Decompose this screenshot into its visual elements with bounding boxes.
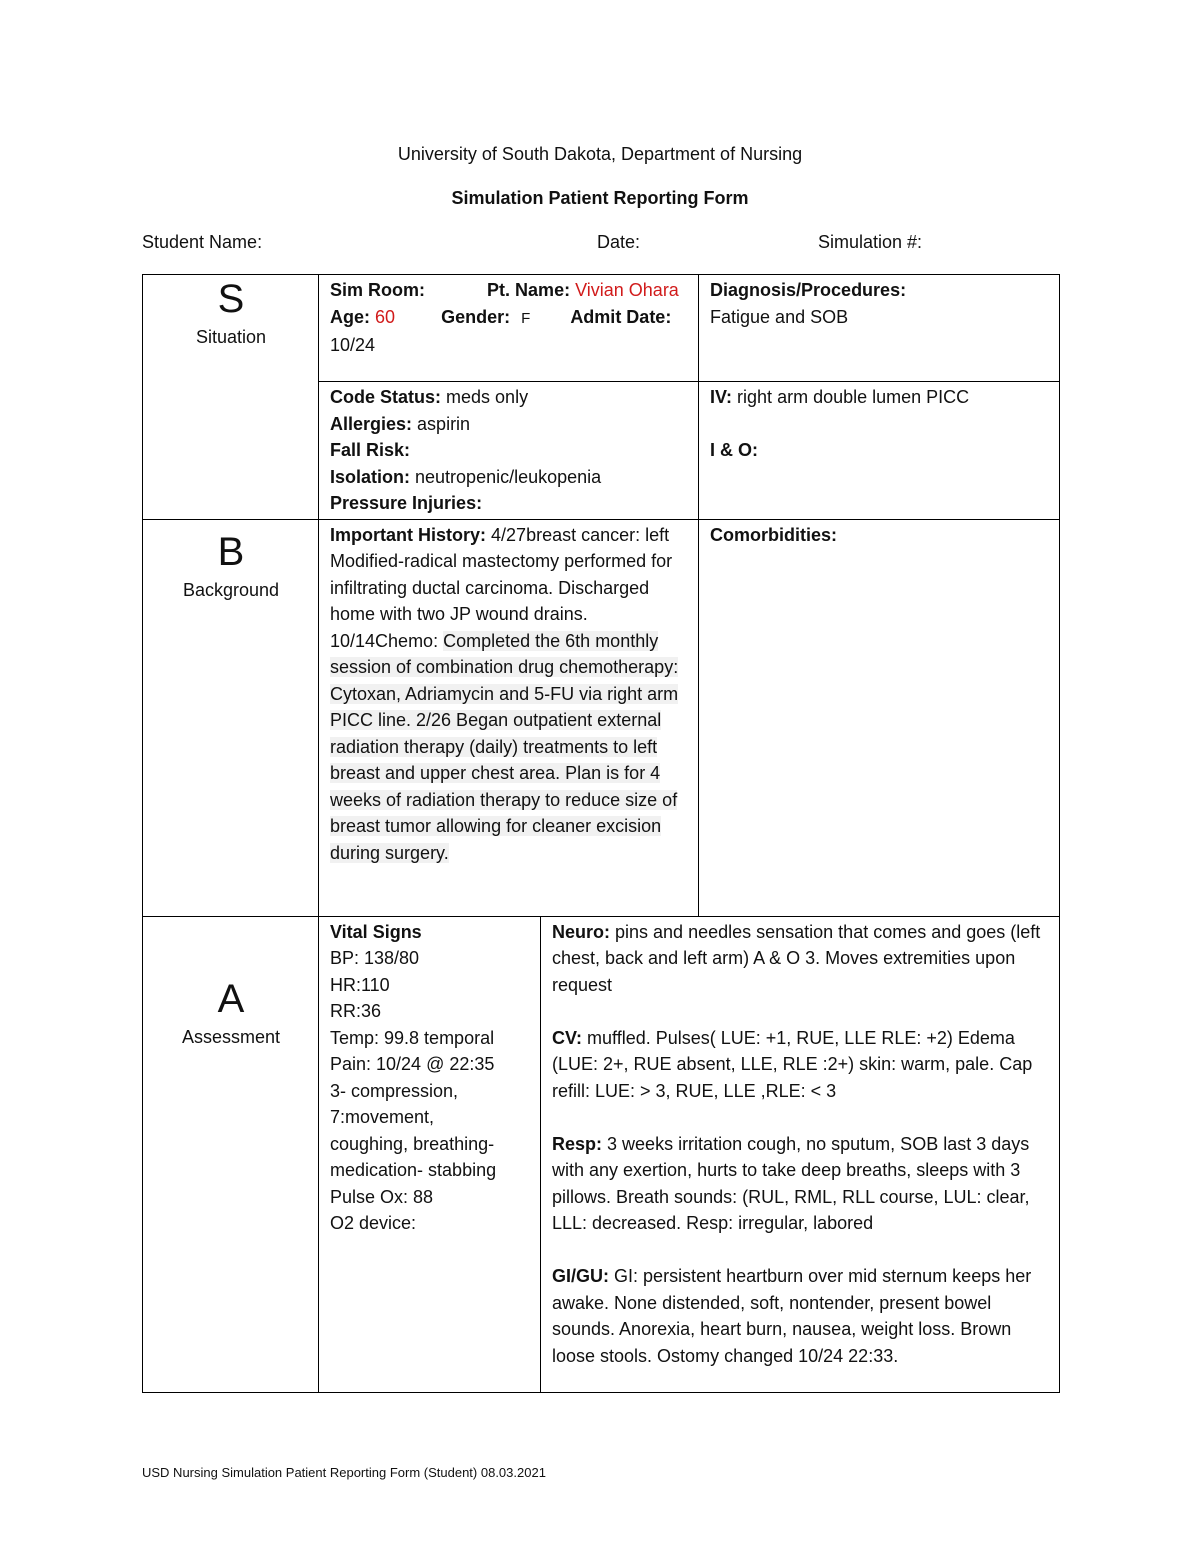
iv-value: right arm double lumen PICC	[737, 387, 970, 407]
code-status-label: Code Status:	[330, 387, 442, 407]
resp-section	[552, 1131, 1049, 1237]
fall-risk-label: Fall Risk:	[330, 440, 411, 460]
code-status-cell	[319, 382, 699, 520]
vital-sign-line: BP: 138/80	[330, 948, 420, 968]
intake-output-label: I & O:	[710, 440, 759, 460]
university-heading: University of South Dakota, Department of Nursing	[397, 144, 803, 164]
simulation-number-label: Simulation #:	[818, 232, 923, 252]
sbar-table	[142, 274, 1060, 1393]
gi-gu-section	[552, 1263, 1049, 1369]
footer-text: USD Nursing Simulation Patient Reporting Form (Student) 08.03.2021	[142, 1465, 546, 1480]
diagnosis-value: Fatigue and SOB	[710, 306, 849, 327]
student-name-label: Student Name:	[142, 232, 263, 252]
admit-date: 10/24	[330, 335, 376, 355]
vital-sign-line: Pulse Ox: 88	[330, 1186, 434, 1207]
gi-inner-label: GI:	[614, 1266, 639, 1286]
vital-signs-title: Vital Signs	[330, 921, 422, 942]
neuro-section	[552, 919, 1049, 999]
isolation-label: Isolation:	[330, 466, 410, 487]
important-history-label: Important History:	[330, 524, 487, 545]
allergies-label: Allergies:	[330, 413, 413, 434]
situation-label: Situation	[195, 327, 267, 347]
neuro-label: Neuro:	[552, 921, 610, 942]
vital-sign-line: O2 device:	[330, 1213, 417, 1233]
diagnosis-label: Diagnosis/Procedures:	[710, 280, 907, 300]
vital-sign-line: medication- stabbing	[330, 1160, 497, 1180]
chemo-radiation-history-text: Completed the 6th monthly session of combination drug chemotherapy: Cytoxan, Adriamycin and 5-FU via right arm PICC line. 2/26 Began outpatient external radiation therapy (daily) treatments to left breast and upper chest area. Plan is for 4 weeks of radiation therapy to reduce size of breast tumor allowing for cleaner excision during surgery.	[330, 630, 679, 863]
code-status-value: meds only	[446, 387, 529, 407]
vital-sign-line: Temp: 99.8 temporal	[330, 1027, 495, 1048]
comorbidities-label: Comorbidities:	[710, 524, 838, 545]
pt-name-label: Pt. Name:	[487, 280, 571, 300]
patient-info-cell	[319, 275, 699, 382]
cv-text: muffled. Pulses( LUE: +1, RUE, LLE RLE: +2) Edema (LUE: 2+, RUE absent, LLE, RLE :2+) skin: warm, pale. Cap refill: LUE: > 3, RUE, LLE ,RLE: < 3	[552, 1027, 1033, 1101]
patient-age: 60	[375, 306, 396, 327]
date-label: Date:	[597, 232, 641, 252]
important-history-text: 4/27breast cancer: left Modified-radical mastectomy performed for infiltrating ductal carcinoma. Discharged home with two JP wound drains. 10/14Chemo:	[330, 524, 673, 651]
vital-sign-line: 7:movement,	[330, 1107, 435, 1127]
history-cell	[319, 519, 699, 916]
comorbidities-cell	[699, 519, 1060, 916]
isolation-value: neutropenic/leukopenia	[415, 466, 602, 487]
background-letter: B	[217, 529, 245, 574]
patient-name: Vivian Ohara	[575, 280, 679, 300]
age-label: Age:	[330, 306, 370, 327]
cv-label: CV:	[552, 1027, 583, 1048]
situation-letter: S	[217, 277, 245, 321]
resp-text: 3 weeks irritation cough, no sputum, SOB last 3 days with any exertion, hurts to take deep breaths, sleeps with 3 pillows. Breath sounds: (RUL, RML, RLL course, LUL: clear, LLL: decreased. Resp: irregular, labored	[552, 1133, 1030, 1233]
background-label: Background	[182, 579, 280, 600]
systems-assessment-cell	[541, 916, 1060, 1392]
vital-sign-line: 3- compression,	[330, 1080, 459, 1101]
resp-label: Resp:	[552, 1133, 603, 1154]
assessment-letter: A	[217, 976, 245, 1021]
background-letter-cell	[143, 519, 319, 916]
diagnosis-cell	[699, 275, 1060, 382]
vital-sign-line: Pain: 10/24 @ 22:35	[330, 1054, 495, 1074]
allergies-value: aspirin	[417, 413, 471, 434]
cv-section	[552, 1025, 1049, 1105]
assessment-label: Assessment	[181, 1026, 281, 1047]
gender-label: Gender:	[441, 306, 511, 327]
gi-text: persistent heartburn over mid sternum keeps her awake. None distended, soft, nontender, present bowel sounds. Anorexia, heart burn, nausea, weight loss. Brown loose stools. Ostomy changed 10/24 22:33.	[552, 1266, 1032, 1366]
form-title: Simulation Patient Reporting Form	[451, 188, 749, 208]
patient-gender: F	[521, 309, 531, 327]
vital-sign-line: HR:110	[330, 974, 390, 995]
vital-signs-cell	[319, 916, 541, 1392]
admit-date-label: Admit Date:	[570, 306, 672, 327]
vital-sign-line: coughing, breathing-	[330, 1133, 495, 1154]
iv-cell	[699, 382, 1060, 520]
iv-label: IV:	[710, 387, 733, 407]
vital-sign-line: RR:36	[330, 1001, 382, 1021]
neuro-text: pins and needles sensation that comes and goes (left chest, back and left arm) A & O 3. Moves extremities upon request	[552, 921, 1041, 995]
situation-letter-cell	[143, 275, 319, 520]
gi-gu-label: GI/GU:	[552, 1266, 609, 1286]
assessment-letter-cell	[143, 916, 319, 1392]
pressure-injuries-label: Pressure Injuries:	[330, 493, 483, 513]
sim-room-label: Sim Room:	[330, 280, 426, 300]
